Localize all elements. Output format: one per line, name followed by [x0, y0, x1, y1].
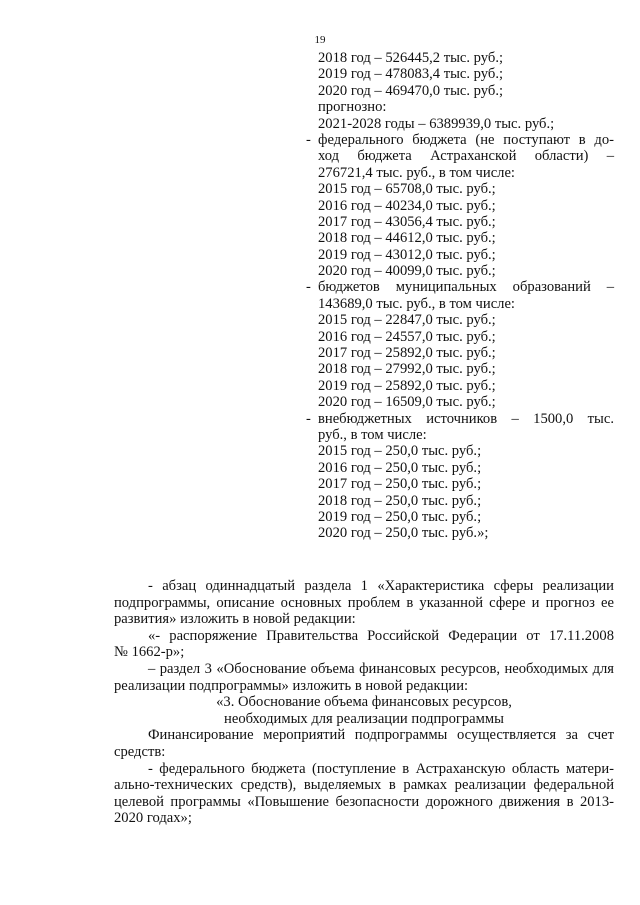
- year-line: 2018 год – 44612,0 тыс. руб.;: [318, 230, 496, 247]
- paragraph-line: – раздел 3 «Обоснование объема финансовых ресурсов, необходимых для: [148, 660, 614, 677]
- extrabudget-line: руб., в том числе:: [318, 426, 427, 443]
- list-dash: -: [306, 131, 311, 148]
- year-line: 2019 год – 25892,0 тыс. руб.;: [318, 377, 496, 394]
- paragraph-line: 2020 годах»;: [114, 810, 192, 827]
- year-line: 2019 год – 250,0 тыс. руб.;: [318, 508, 482, 525]
- year-line: 2015 год – 22847,0 тыс. руб.;: [318, 312, 496, 329]
- paragraph-line: «- распоряжение Правительства Российской Федерации от 17.11.2008: [148, 627, 614, 644]
- section-heading: «3. Обоснование объема финансовых ресурсов,: [216, 694, 512, 711]
- year-line: 2015 год – 65708,0 тыс. руб.;: [318, 181, 496, 198]
- year-line: 2016 год – 24557,0 тыс. руб.;: [318, 328, 496, 345]
- paragraph-line: ально-технических средств), выделяемых в рамках реализации федеральной: [114, 777, 614, 794]
- paragraph-line: реализации подпрограммы» изложить в новой редакции:: [114, 677, 469, 694]
- extrabudget-line: - внебюджетных источников – 1500,0 тыс.: [306, 410, 614, 427]
- federal-budget-line: ход бюджета Астраханской области) –: [318, 148, 614, 165]
- year-line: 2019 год – 478083,4 тыс. руб.;: [318, 66, 504, 83]
- municipal-budget-line: 143689,0 тыс. руб., в том числе:: [318, 295, 515, 312]
- forecast-label: прогнозно:: [318, 99, 387, 116]
- year-line: 2016 год – 250,0 тыс. руб.;: [318, 459, 482, 476]
- body-text: [114, 578, 614, 827]
- year-line: 2018 год – 250,0 тыс. руб.;: [318, 492, 482, 509]
- year-line: 2016 год – 40234,0 тыс. руб.;: [318, 197, 496, 214]
- paragraph-line: развития» изложить в новой редакции:: [114, 611, 356, 628]
- paragraph-line: Финансирование мероприятий подпрограммы осуществляется за счет: [148, 727, 614, 744]
- federal-budget-line: 276721,4 тыс. руб., в том числе:: [318, 164, 515, 181]
- year-line: 2018 год – 27992,0 тыс. руб.;: [318, 361, 496, 378]
- paragraph-line: целевой программы «Повышение безопасности дорожного движения в 2013-: [114, 793, 614, 810]
- forecast-line: 2021-2028 годы – 6389939,0 тыс. руб.;: [318, 115, 555, 132]
- list-dash: -: [306, 279, 311, 296]
- year-line: 2017 год – 43056,4 тыс. руб.;: [318, 213, 496, 230]
- year-line: 2020 год – 469470,0 тыс. руб.;: [318, 82, 504, 99]
- funding-column: [306, 50, 614, 542]
- year-line: 2020 год – 250,0 тыс. руб.»;: [318, 525, 489, 542]
- paragraph-line: подпрограммы, описание основных проблем в указанной сфере и прогноз ее: [114, 594, 614, 611]
- paragraph-line: - федерального бюджета (поступление в Астраханскую область матери-: [148, 760, 614, 777]
- year-line: 2017 год – 25892,0 тыс. руб.;: [318, 345, 496, 362]
- year-line: 2017 год – 250,0 тыс. руб.;: [318, 476, 482, 493]
- paragraph-line: № 1662-р»;: [114, 644, 185, 661]
- federal-budget-line: - федерального бюджета (не поступают в до-: [306, 131, 614, 148]
- year-line: 2018 год – 526445,2 тыс. руб.;: [318, 50, 504, 66]
- section-heading: необходимых для реализации подпрограммы: [224, 710, 504, 727]
- page-number: 19: [314, 34, 326, 46]
- paragraph-line: средств:: [114, 743, 166, 760]
- year-line: 2020 год – 40099,0 тыс. руб.;: [318, 263, 496, 280]
- year-line: 2020 год – 16509,0 тыс. руб.;: [318, 394, 496, 411]
- list-dash: -: [306, 410, 311, 427]
- year-line: 2015 год – 250,0 тыс. руб.;: [318, 443, 482, 460]
- paragraph-line: - абзац одиннадцатый раздела 1 «Характеристика сферы реализации: [148, 578, 614, 594]
- municipal-budget-line: - бюджетов муниципальных образований –: [306, 279, 614, 296]
- year-line: 2019 год – 43012,0 тыс. руб.;: [318, 246, 496, 263]
